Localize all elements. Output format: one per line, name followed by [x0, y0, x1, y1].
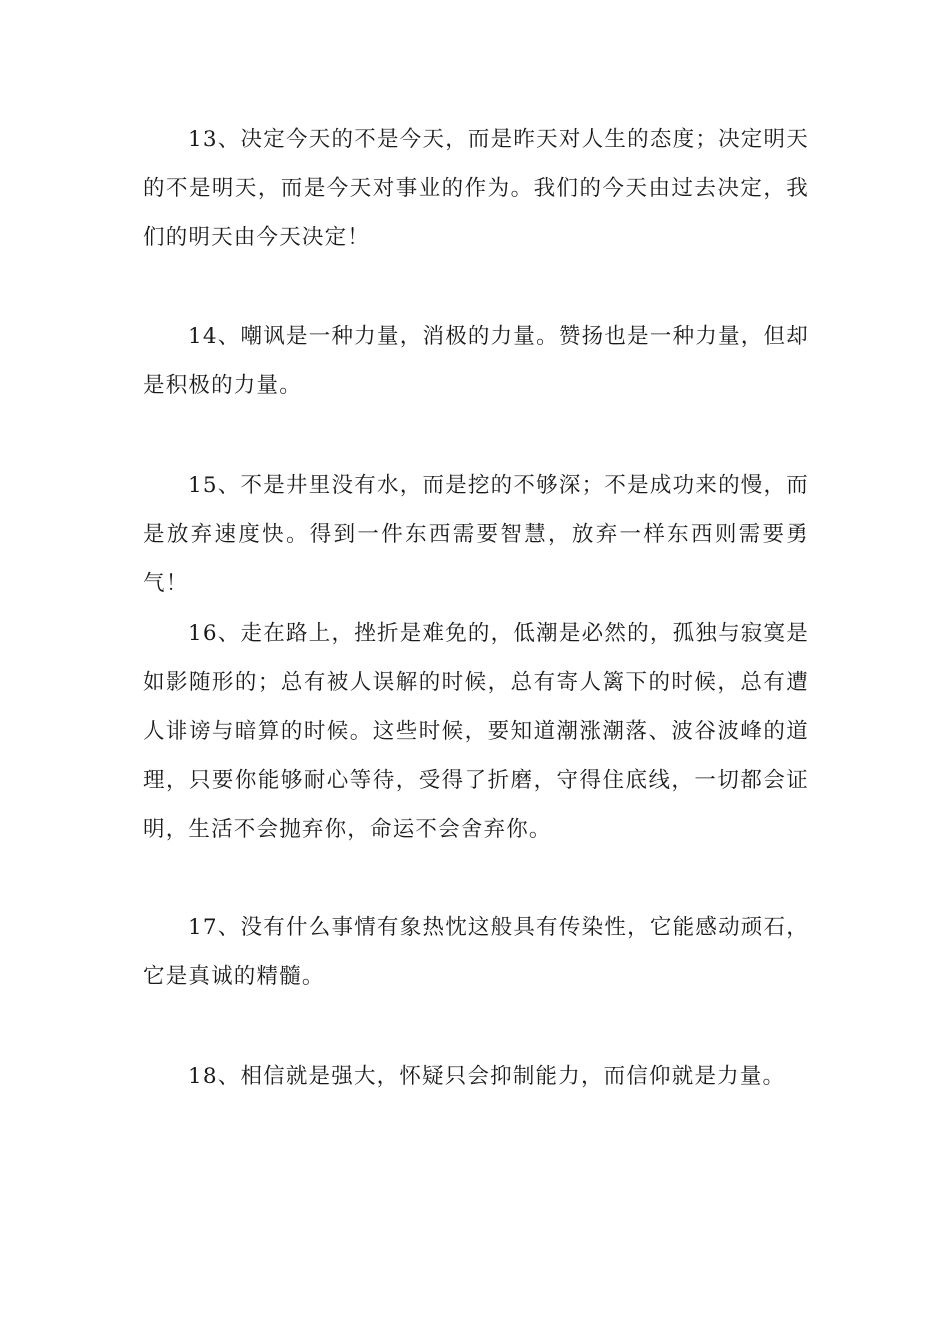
- paragraph-14: 14、嘲讽是一种力量，消极的力量。赞扬也是一种力量，但却是积极的力量。: [143, 324, 809, 398]
- paragraph-16: 16、走在路上，挫折是难免的，低潮是必然的，孤独与寂寞是如影随形的；总有被人误解的时候，总有寄人篱下的时候，总有遭人诽谤与暗算的时候。这些时候，要知道潮涨潮落、波谷波峰的道理，只要你能够耐心等待，受得了折磨，守得住底线，一切都会证明，生活不会抛弃你，命运不会舍弃你。: [143, 621, 809, 842]
- paragraph-15: 15、不是井里没有水，而是挖的不够深；不是成功来的慢，而是放弃速度快。得到一件东西需要智慧，放弃一样东西则需要勇气！: [143, 473, 809, 596]
- paragraph-17: 17、没有什么事情有象热忱这般具有传染性，它能感动顽石，它是真诚的精髓。: [143, 915, 809, 989]
- paragraph-18: 18、相信就是强大，怀疑只会抑制能力，而信仰就是力量。: [188, 1064, 786, 1089]
- paragraph-13: 13、决定今天的不是今天，而是昨天对人生的态度；决定明天的不是明天，而是今天对事业的作为。我们的今天由过去决定，我们的明天由今天决定！: [143, 127, 809, 250]
